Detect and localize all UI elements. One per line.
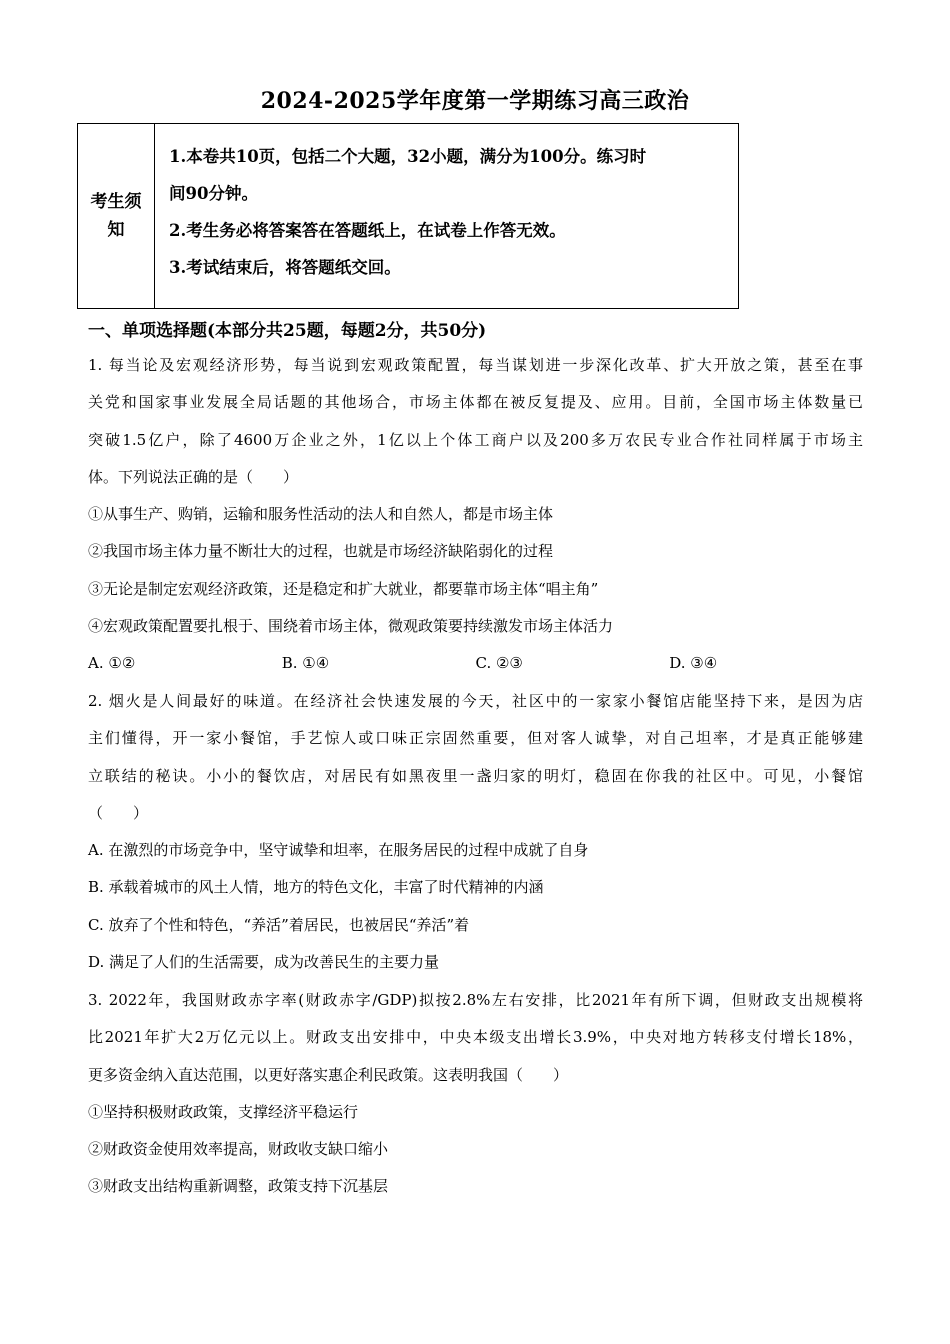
question-1 [88, 347, 863, 683]
statement: ④宏观政策配置要扎根于、围绕着市场主体，微观政策要持续激发市场主体活力 [88, 617, 614, 636]
option-b[interactable]: B. 承载着城市的风土人情，地方的特色文化，丰富了时代精神的内涵 [88, 878, 544, 897]
statement: ①坚持积极财政政策，支撑经济平稳运行 [88, 1102, 359, 1121]
notice-body [155, 124, 738, 308]
question-stem-line: 2. 烟火是人间最好的味道。在经济社会快速发展的今天，社区中的一家家小餐馆店能坚持下来，是因为店 [88, 692, 863, 710]
notice-label: 考生须知 [78, 124, 155, 308]
question-stem-line: 1. 每当论及宏观经济形势，每当说到宏观政策配置，每当谋划进一步深化改革、扩大开放之策，甚至在事 [88, 356, 863, 374]
question-stem-line: （ ） [88, 803, 149, 822]
question-stem-line: 突破1.5亿户，除了4600万企业之外，1亿以上个体工商户以及200多万农民专业合作社同样属于市场主 [88, 430, 863, 449]
statement: ①从事生产、购销，运输和服务性活动的法人和自然人，都是市场主体 [88, 505, 554, 524]
question-stem-line: 体。下列说法正确的是（ ） [88, 467, 299, 486]
question-3 [88, 982, 863, 1206]
option-d[interactable]: D. ③④ [669, 654, 718, 673]
question-stem-line: 主们懂得，开一家小餐馆，手艺惊人或口味正宗固然重要，但对客人诚挚，对自己坦率，才是真正能够建 [88, 729, 863, 748]
option-b[interactable]: B. ①④ [281, 654, 330, 673]
option-d[interactable]: D. 满足了人们的生活需要，成为改善民生的主要力量 [88, 953, 440, 972]
question-stem-line: 比2021年扩大2万亿元以上。财政支出安排中，中央本级支出增长3.9%，中央对地方转移支付增长18%， [88, 1028, 863, 1047]
notice-line: 2.考生务必将答案答在答题纸上，在试卷上作答无效。 [169, 221, 566, 240]
statement: ②我国市场主体力量不断壮大的过程，也就是市场经济缺陷弱化的过程 [88, 542, 554, 561]
statement: ②财政资金使用效率提高，财政收支缺口缩小 [88, 1140, 389, 1159]
statement: ③无论是制定宏观经济政策，还是稳定和扩大就业，都要靠市场主体“唱主角” [88, 579, 599, 598]
option-c[interactable]: C. ②③ [475, 654, 523, 673]
question-stem-line: 关党和国家事业发展全局话题的其他场合，市场主体都在被反复提及、应用。目前，全国市场主体数量已 [88, 393, 863, 412]
question-stem-line: 3. 2022年，我国财政赤字率(财政赤字/GDP)拟按2.8%左右安排，比2021年有所下调，但财政支出规模将 [88, 991, 863, 1009]
page-title: 2024-2025学年度第一学期练习高三政治 [260, 88, 690, 114]
option-a[interactable]: A. ①② [88, 654, 136, 673]
question-2 [88, 683, 863, 981]
option-c[interactable]: C. 放弃了个性和特色，“养活”着居民，也被居民“养活”着 [88, 915, 470, 934]
notice-line: 间90分钟。 [169, 184, 258, 203]
question-stem-line: 立联结的秘诀。小小的餐饮店，对居民有如黑夜里一盏归家的明灯，稳固在你我的社区中。可见，小餐馆 [88, 766, 863, 785]
section-heading: 一、单项选择题(本部分共25题，每题2分，共50分) [88, 321, 487, 341]
answer-options [88, 645, 863, 682]
notice-line: 1.本卷共10页，包括二个大题，32小题，满分为100分。练习时 [169, 147, 647, 166]
exam-notice-box [77, 123, 739, 309]
option-a[interactable]: A. 在激烈的市场竞争中，坚守诚挚和坦率，在服务居民的过程中成就了自身 [88, 841, 589, 860]
question-stem-line: 更多资金纳入直达范围，以更好落实惠企利民政策。这表明我国（ ） [88, 1065, 569, 1084]
statement: ③财政支出结构重新调整，政策支持下沉基层 [88, 1177, 389, 1196]
notice-line: 3.考试结束后，将答题纸交回。 [169, 258, 401, 277]
